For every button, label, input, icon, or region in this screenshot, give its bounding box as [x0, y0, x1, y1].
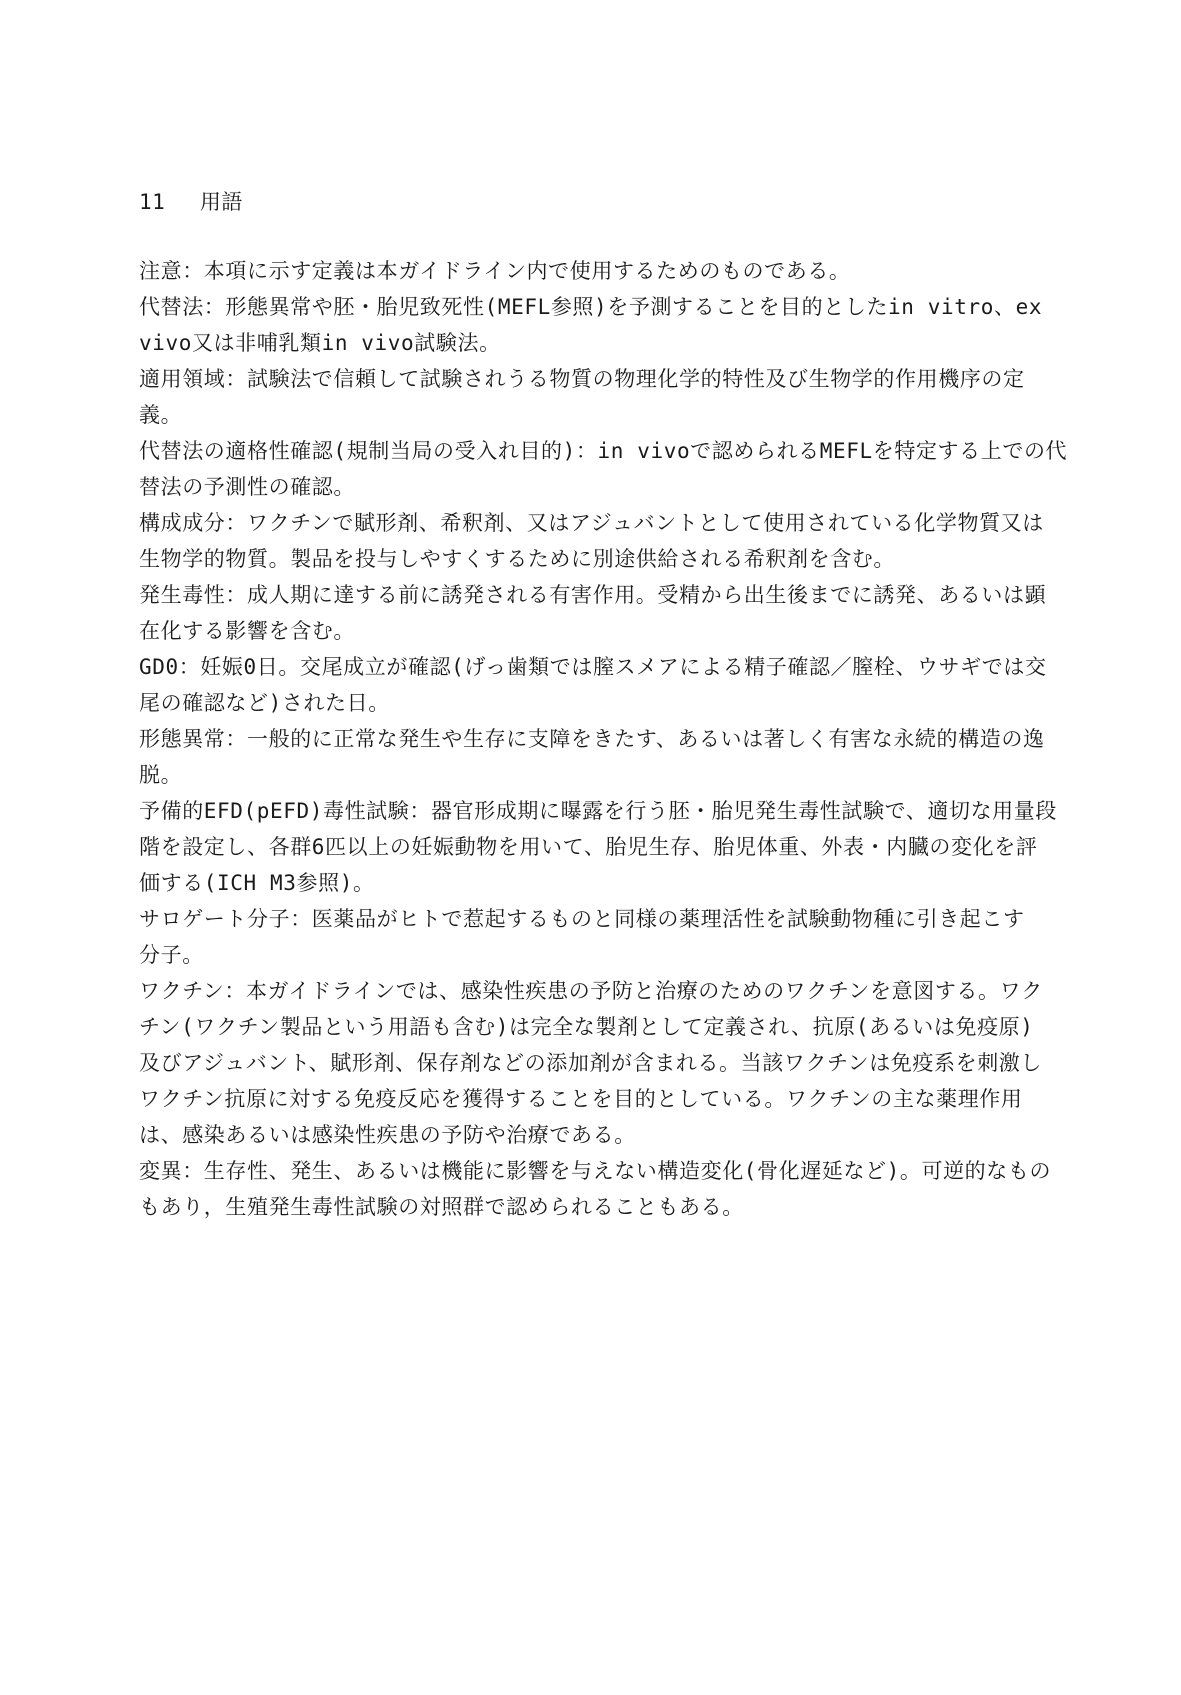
text-line: ワクチン抗原に対する免疫反応を獲得することを目的としている。ワクチンの主な薬理作用 — [139, 1087, 1023, 1111]
text-line: ワクチン：本ガイドラインでは、感染性疾患の予防と治療のためのワクチンを意図する。ワク — [139, 979, 1043, 1003]
text-line: 及びアジュバント、賦形剤、保存剤などの添加剤が含まれる。当該ワクチンは免疫系を刺激し — [139, 1051, 1042, 1075]
glossary-body — [139, 253, 1068, 1225]
text-line: 替法の予測性の確認。 — [139, 475, 355, 499]
text-line: 在化する影響を含む。 — [139, 619, 355, 643]
text-line: 生物学的物質。製品を投与しやすくするために別途供給される希釈剤を含む。 — [139, 547, 895, 571]
text-line: 階を設定し、各群6匹以上の妊娠動物を用いて、胎児生存、胎児体重、外表・内臓の変化を評 — [139, 835, 1038, 859]
text-line: は、感染あるいは感染性疾患の予防や治療である。 — [139, 1123, 636, 1147]
text-line: 尾の確認など)された日。 — [139, 691, 390, 715]
text-line: 形態異常：一般的に正常な発生や生存に支障をきたす、あるいは著しく有害な永続的構造の逸 — [139, 727, 1045, 751]
text-line: 義。 — [139, 403, 183, 427]
text-line: 分子。 — [139, 943, 204, 967]
text-line: 発生毒性：成人期に達する前に誘発される有害作用。受精から出生後までに誘発、あるいは顕 — [139, 583, 1047, 607]
text-line: 代替法：形態異常や胚・胎児致死性(MEFL参照)を予測することを目的としたin vitro、ex — [139, 295, 1043, 319]
section-heading: 11 用語 — [139, 190, 243, 214]
text-line: 価する(ICH M3参照)。 — [139, 871, 375, 895]
text-line: 構成成分：ワクチンで賦形剤、希釈剤、又はアジュバントとして使用されている化学物質又は — [139, 511, 1044, 535]
text-line: vivo又は非哺乳類in vivo試験法。 — [139, 331, 501, 355]
text-line: GD0：妊娠0日。交尾成立が確認(げっ歯類では膣スメアによる精子確認／膣栓、ウサギでは交 — [139, 655, 1047, 679]
text-line: 代替法の適格性確認(規制当局の受入れ目的)：in vivoで認められるMEFLを特定する上での代 — [139, 439, 1068, 463]
text-line: サロゲート分子：医薬品がヒトで惹起するものと同様の薬理活性を試験動物種に引き起こす — [139, 907, 1025, 931]
text-line: 脱。 — [139, 763, 183, 787]
text-line: もあり，生殖発生毒性試験の対照群で認められることもある。 — [139, 1195, 744, 1219]
text-line: チン(ワクチン製品という用語も含む)は完全な製剤として定義され、抗原(あるいは免疫原) — [139, 1015, 1034, 1039]
text-line: 適用領域：試験法で信頼して試験されうる物質の物理化学的特性及び生物学的作用機序の定 — [139, 367, 1025, 391]
text-line: 変異：生存性、発生、あるいは機能に影響を与えない構造変化(骨化遅延など)。可逆的なもの — [139, 1159, 1052, 1183]
text-line: 予備的EFD(pEFD)毒性試験：器官形成期に曝露を行う胚・胎児発生毒性試験で、適切な用量段 — [139, 799, 1057, 823]
text-line: 注意：本項に示す定義は本ガイドライン内で使用するためのものである。 — [139, 259, 851, 283]
